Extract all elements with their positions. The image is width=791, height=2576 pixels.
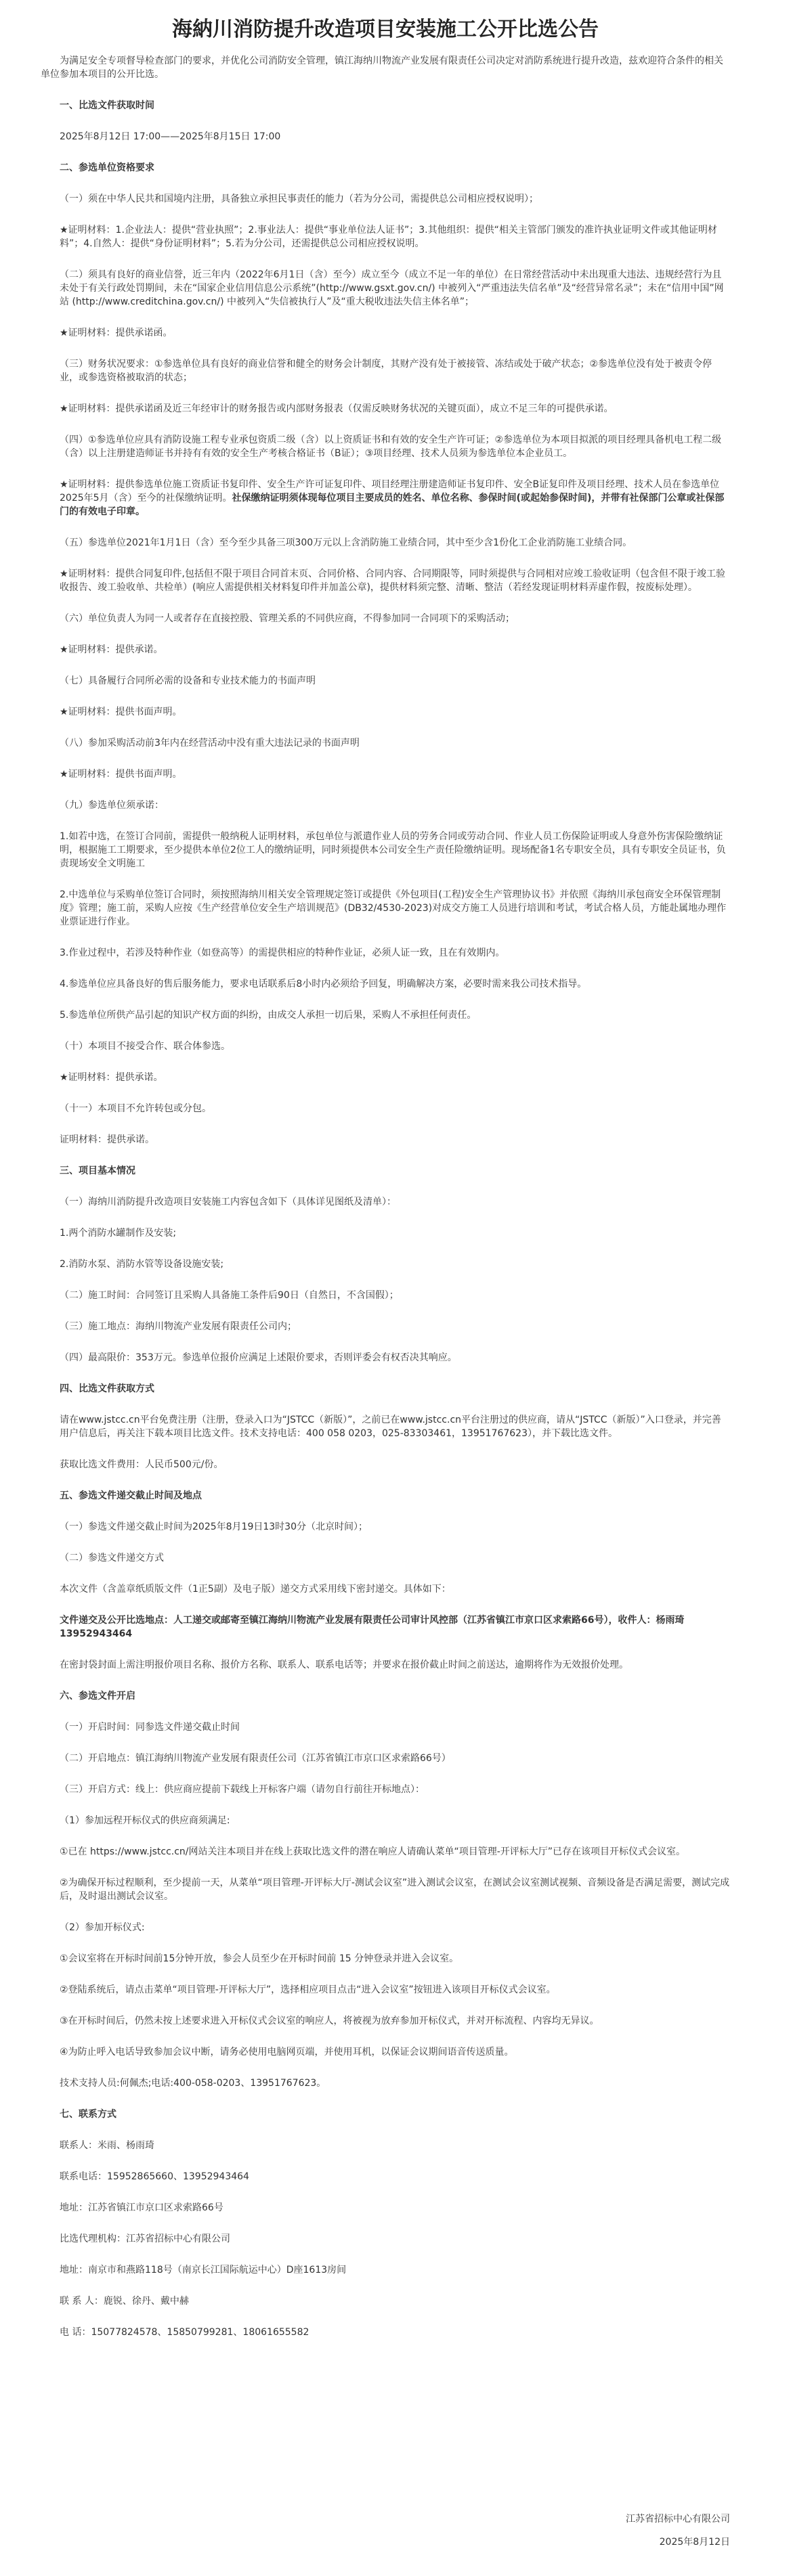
section-heading-6: 六、参选文件开启 [60,1691,135,1702]
qualification-5: （五）参选单位2021年1月1日（含）至今至少具备三项300万元以上含消防施工业绩合同，其中至少含1份化工企业消防施工业绩合同。 [60,537,633,548]
page-title: 海納川消防提升改造项目安装施工公开比选公告 [172,18,599,41]
qualification-4-proof [41,478,730,518]
agency-phones: 电 话：15077824578、15850799281、18061655582 [60,2327,309,2338]
section-heading-3: 三、项目基本情况 [60,1165,135,1176]
acquire-method: 请在www.jstcc.cn平台免费注册（注册，登录入口为“JSTCC（新版）”，之前已在www.jstcc.cn平台注册过的供应商，请从“JSTCC（新版）”入口登录，并完善用户信息后，再关注下载本项目比选文件。技术支持电话：400 058 0203，025-83303461，13951767623），并下载比选文件。 [60,1415,721,1439]
commitment-3: 3.作业过程中，若涉及特种作业（如登高等）的需提供相应的特种作业证，必须人证一致，且在有效期内。 [60,948,505,958]
join-step-2: ②登陆系统后，请点击菜单“项目管理-开评标大厅”，选择相应项目点击“进入会议室”按钮进入该项目开标仪式会议室。 [60,1984,556,1995]
signature-date: 2025年8月12日 [659,2537,730,2548]
commitment-1: 1.如若中选，在签订合同前，需提供一般纳税人证明材料，承包单位与派遣作业人员的劳务合同或劳动合同、作业人员工伤保险证明或人身意外伤害保险缴纳证明，根据施工工期要求，至少提供本单位2位工人的缴纳证明，同时须提供本公司安全生产责任险缴纳证明。现场配备1名专职安全员，具有专职安全员证书，负责现场安全文明施工 [60,831,726,869]
section-heading-5: 五、参选文件递交截止时间及地点 [60,1490,202,1501]
project-scope-item-2: 2.消防水泵、消防水管等设备设施安装; [60,1259,224,1270]
qualification-11-proof: 证明材料：提供承诺。 [60,1134,154,1145]
project-duration: （二）施工时间：合同签订且采购人具备施工条件后90日（自然日，不含国假）； [60,1290,399,1301]
qualification-10: （十）本项目不接受合作、联合体参选。 [60,1041,230,1052]
qualification-6-proof: ★证明材料：提供承诺。 [60,644,163,655]
join-ceremony: （2）参加开标仪式: [60,1922,145,1933]
qualification-4-proof-text: ★证明材料：提供参选单位施工资质证书复印件、安全生产许可证复印件、项目经理注册建造师证书复印件、安全B证复印件及项目经理、技术人员在参选单位2025年5月（含）至今的社保缴纳证明。 [60,479,720,504]
project-scope-item-1: 1.两个消防水罐制作及安装; [60,1228,177,1239]
contact-person: 联系人：米雨、杨雨琦 [60,2140,154,2151]
section-heading-7: 七、联系方式 [60,2109,116,2120]
tech-support: 技术支持人员:何佩杰;电话:400-058-0203、13951767623。 [60,2078,326,2089]
remote-requirements: （1）参加远程开标仪式的供应商须满足: [60,1815,230,1826]
qualification-6: （六）单位负责人为同一人或者存在直接控股、管理关系的不同供应商，不得参加同一合同项下的采购活动； [60,613,515,624]
join-step-1: ①会议室将在开标时间前15分钟开放，参会人员至少在开标时间前 15 分钟登录并进入会议室。 [60,1953,459,1964]
intro-paragraph: 为满足安全专项督导检查部门的要求，并优化公司消防安全管理，镇江海纳川物流产业发展有限责任公司决定对消防系统进行提升改造，兹欢迎符合条件的相关单位参加本项目的公开比选。 [41,55,723,80]
qualification-7-proof: ★证明材料：提供书面声明。 [60,707,182,717]
qualification-1: （一）须在中华人民共和国境内注册，具备独立承担民事责任的能力（若为分公司，需提供总公司相应授权说明）； [60,194,538,204]
join-step-3: ③在开标时间后，仍然未按上述要求进入开标仪式会议室的响应人，将被视为放弃参加开标仪式，并对开标流程、内容均无异议。 [60,2016,599,2026]
agency-name: 比选代理机构：江苏省招标中心有限公司 [60,2234,230,2244]
remote-requirement-1: ①已在 https://www.jstcc.cn/网站关注本项目并在线上获取比选文件的潜在响应人请确认菜单“项目管理-开评标大厅”已存在该项目开标仪式会议室。 [60,1846,686,1857]
commitment-5: 5.参选单位所供产品引起的知识产权方面的纠纷，由成交人承担一切后果，采购人不承担任何责任。 [60,1010,477,1021]
qualification-4-proof-emphasis: 社保缴纳证明须体现每位项目主要成员的姓名、单位名称、参保时间(或起始参保时间)，并带有社保部门公章或社保部门的有效电子印章。 [60,493,725,517]
section-heading-2: 二、参选单位资格要求 [60,162,154,173]
qualification-2-proof: ★证明材料：提供承诺函。 [60,328,173,338]
qualification-3: （三）财务状况要求：①参选单位具有良好的商业信誉和健全的财务会计制度，其财产没有处于被接管、冻结或处于破产状态；②参选单位没有处于被责令停业，或参选资格被取消的状态； [60,359,712,383]
section-heading-1: 一、比选文件获取时间 [60,100,154,111]
submit-location: 文件递交及公开比选地点：人工递交或邮寄至镇江海纳川物流产业发展有限责任公司审计风控部（江苏省镇江市京口区求索路66号），收件人：杨雨琦13952943464 [60,1615,685,1639]
join-step-4: ④为防止呼入电话导致参加会议中断，请务必使用电脑网页端，并使用耳机，以保证会议期间语音传送质量。 [60,2047,514,2058]
signature-org: 江苏省招标中心有限公司 [626,2514,730,2525]
qualification-11: （十一）本项目不允许转包或分包。 [60,1103,211,1114]
submit-method: 本次文件（含盖章纸质版文件（1正5副）及电子版）递交方式采用线下密封递交。具体如下： [60,1584,451,1595]
remote-requirement-2: ②为确保开标过程顺利，至少提前一天，从菜单“项目管理-开评标大厅-测试会议室”进入测试会议室，在测试会议室测试视频、音频设备是否满足需要，测试完成后，及时退出测试会议室。 [60,1878,730,1902]
contact-address: 地址：江苏省镇江市京口区求索路66号 [60,2202,223,2213]
qualification-2: （二）须具有良好的商业信誉，近三年内（2022年6月1日（含）至今）成立至今（成立不足一年的单位）在日常经营活动中未出现重大违法、违规经营行为且未处于有关行政处罚期间，未在“国家企业信用信息公示系统”(http://www.gsxt.gov.cn/) 中被列入“严重违法失信名单”及“经营异常名录”；未在“信用中国”网站 (http://www.creditchina.gov.cn/) 中被列入“失信被执行人”及“重大税收违法失信主体名单”； [60,269,724,307]
project-location: （三）施工地点：海纳川物流产业发展有限责任公司内； [60,1321,297,1332]
open-time: （一）开启时间：同参选文件递交截止时间 [60,1722,240,1733]
open-location: （二）开启地点：镇江海纳川物流产业发展有限责任公司（江苏省镇江市京口区求索路66号） [60,1753,451,1764]
qualification-5-proof: ★证明材料：提供合同复印件,包括但不限于项目合同首末页、合同价格、合同内容、合同期限等，同时须提供与合同相对应竣工验收证明（包含但不限于竣工验收报告、竣工验收单、共检单）(响应人需提供相关材料复印件并加盖公章)，提供材料须完整、清晰、整洁（若经发现证明材料弄虚作假，按废标处理）。 [60,569,725,593]
spacer [41,2357,730,2512]
qualification-3-proof: ★证明材料：提供承诺函及近三年经审计的财务报告或内部财务报表（仅需反映财务状况的关键页面），成立不足三年的可提供承诺。 [60,403,614,414]
agency-address: 地址：南京市和燕路118号（南京长江国际航运中心）D座1613房间 [60,2265,347,2275]
qualification-1-proof: ★证明材料：1.企业法人：提供“营业执照”；2.事业法人：提供“事业单位法人证书”；3.其他组织：提供“相关主管部门颁发的准许执业证明文件或其他证明材料”；4.自然人：提供“身份证明材料”；5.若为分公司，还需提供总公司相应授权说明。 [60,225,717,249]
contact-phone: 联系电话：15952865660、13952943464 [60,2171,249,2182]
acquire-fee: 获取比选文件费用：人民币500元/份。 [60,1459,223,1470]
project-price-cap: （四）最高限价：353万元。参选单位报价应满足上述限价要求，否则评委会有权否决其响应。 [60,1352,457,1363]
acquire-time: 2025年8月12日 17:00——2025年8月15日 17:00 [60,131,281,142]
project-scope: （一）海纳川消防提升改造项目安装施工内容包含如下（具体详见图纸及清单）： [60,1197,396,1207]
section-heading-4: 四、比选文件获取方式 [60,1383,154,1394]
commitment-4: 4.参选单位应具备良好的售后服务能力，要求电话联系后8小时内必须给予回复，明确解决方案，必要时需来我公司技术指导。 [60,979,587,990]
qualification-4: （四）①参选单位应具有消防设施工程专业承包资质二级（含）以上资质证书和有效的安全生产许可证；②参选单位为本项目拟派的项目经理具备机电工程二级（含）以上注册建造师证书并持有有效的安全生产考核合格证书（B证）；③项目经理、技术人员须为参选单位本企业员工。 [60,435,722,459]
submit-deadline: （一）参选文件递交截止时间为2025年8月19日13时30分（北京时间）； [60,1522,368,1532]
qualification-7: （七）具备履行合同所必需的设备和专业技术能力的书面声明 [60,675,316,686]
open-method: （三）开启方式：线上：供应商应提前下载线上开标客户端（请勿自行前往开标地点）： [60,1784,425,1795]
qualification-8-proof: ★证明材料：提供书面声明。 [60,769,182,780]
submit-envelope-note: 在密封袋封面上需注明报价项目名称、报价方名称、联系人、联系电话等；并要求在报价截止时间之前送达，逾期将作为无效报价处理。 [60,1660,628,1670]
commitment-2: 2.中选单位与采购单位签订合同时，须按照海纳川相关安全管理规定签订或提供《外包项目(工程)安全生产管理协议书》并依照《海纳川承包商安全环保管理制度》管理；施工前，采购人应按《生产经营单位安全生产培训规范》(DB32/4530-2023)对成交方施工人员进行培训和考试，考试合格人员，方能赴属地办理作业票证进行作业。 [60,889,727,927]
agency-contacts: 联 系 人：鹿锐、徐丹、戴中赫 [60,2296,189,2307]
qualification-9: （九）参选单位须承诺： [60,800,164,811]
qualification-10-proof: ★证明材料：提供承诺。 [60,1072,163,1083]
submit-method-heading: （二）参选文件递交方式 [60,1553,164,1563]
qualification-8: （八）参加采购活动前3年内在经营活动中没有重大违法记录的书面声明 [60,738,360,749]
